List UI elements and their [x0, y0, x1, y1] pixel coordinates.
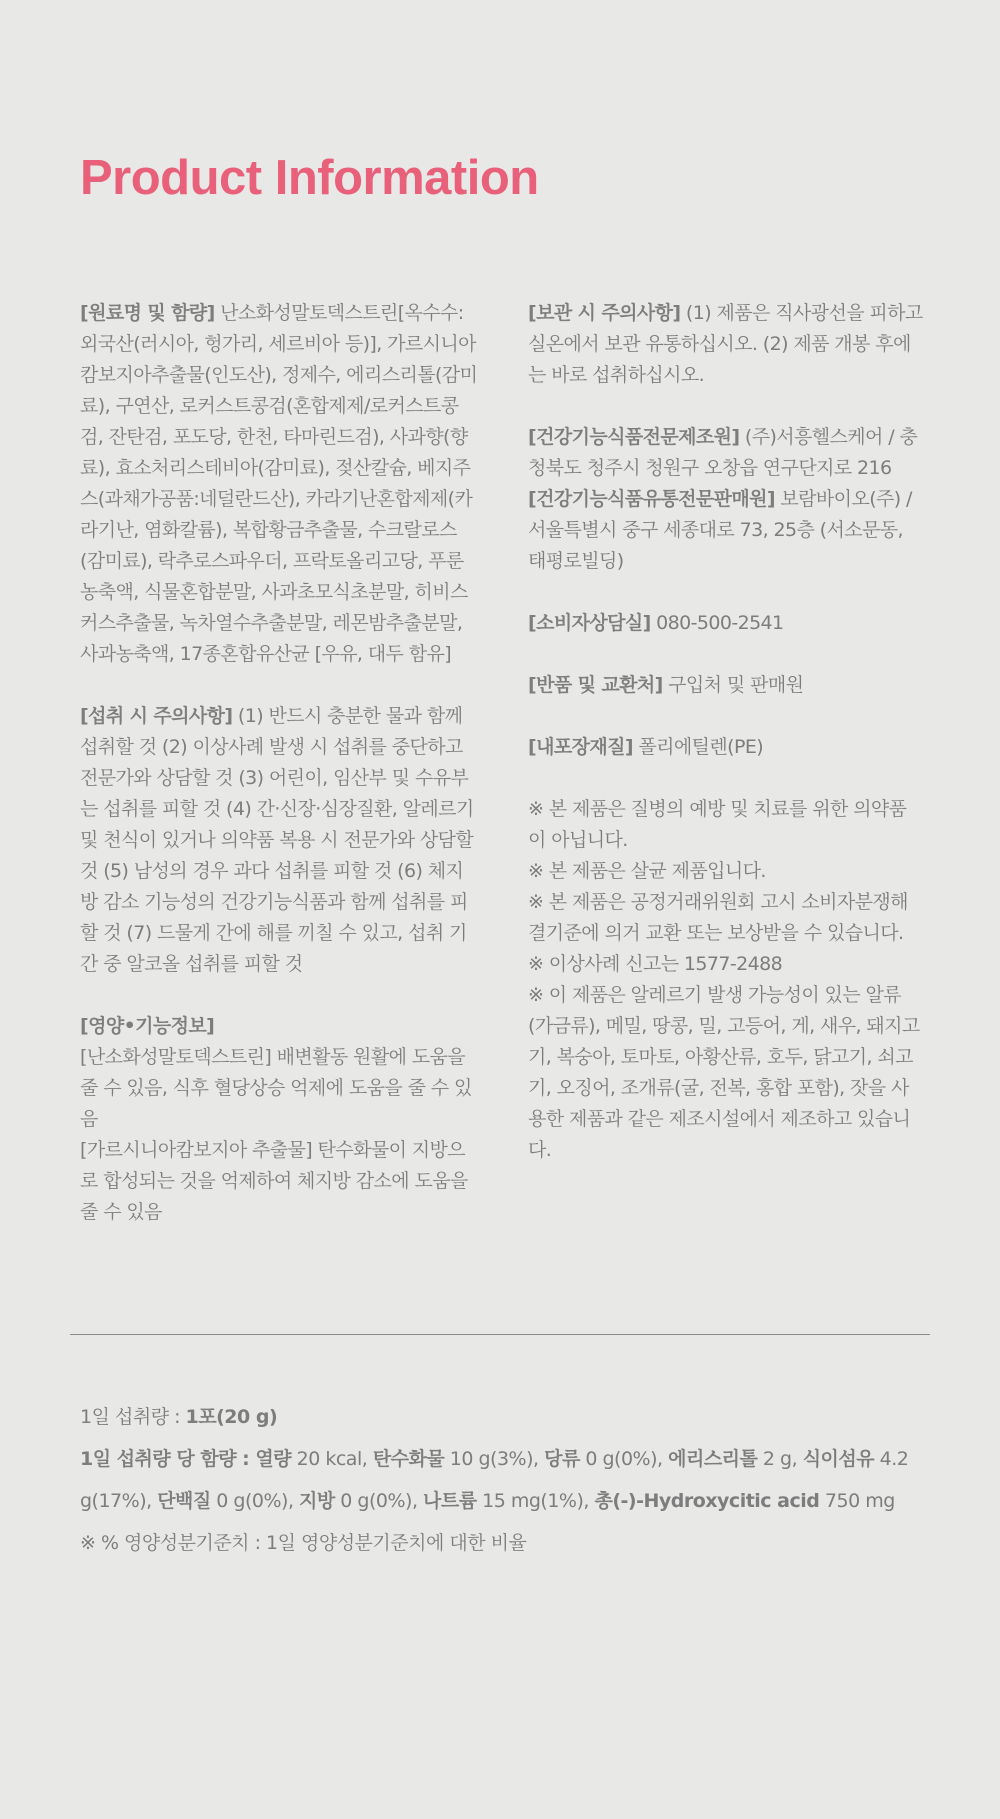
intake-caution-section	[80, 701, 478, 980]
daily-serving-label: 1일 섭취량 :	[80, 1406, 186, 1428]
consumer-service-phone: 080-500-2541	[650, 612, 784, 634]
nutrient-content	[80, 1438, 920, 1522]
packaging-section	[528, 732, 924, 763]
daily-serving-value: 1포(20 g)	[185, 1406, 278, 1428]
nutrient-content-label: 1일 섭취량 당 함량 :	[80, 1448, 256, 1470]
intake-caution-text: (1) 반드시 충분한 물과 함께 섭취할 것 (2) 이상사례 발생 시 섭취를 중단하고 전문가와 상담할 것 (3) 어린이, 임산부 및 수유부는 섭취를 피할 것 (4) 간·신장·심장질환, 알레르기 및 천식이 있거나 의약품 복용 시 전문가와 상담할 것 (5) 남성의 경우 과다 섭취를 피할 것 (6) 체지방 감소 기능성의 건강기능식품과 함께 섭취를 피할 것 (7) 드물게 간에 해를 끼칠 수 있고, 섭취 기간 중 알코올 섭취를 피할 것	[80, 705, 474, 975]
daily-serving	[80, 1396, 920, 1438]
nutrition-function-line: [가르시니아캄보지아 추출물] 탄수화물이 지방으로 합성되는 것을 억제하여 체지방 감소에 도움을 줄 수 있음	[80, 1139, 468, 1223]
nutrient-name: 지방	[299, 1490, 335, 1512]
nutrition-facts	[80, 1396, 920, 1564]
return-exchange-section	[528, 670, 924, 701]
nutrient-value: 20 kcal,	[291, 1448, 373, 1470]
storage-heading: [보관 시 주의사항]	[528, 302, 681, 324]
nutrient-name: 당류	[544, 1448, 580, 1470]
nutrient-name: 단백질	[157, 1490, 211, 1512]
distributor-heading: [건강기능식품유통전문판매원]	[528, 488, 775, 510]
nutrient-value: 2 g,	[757, 1448, 803, 1470]
notice-item: ※ 본 제품은 공정거래위원회 고시 소비자분쟁해결기준에 의거 교환 또는 보상받을 수 있습니다.	[528, 891, 908, 944]
section-divider	[70, 1334, 930, 1335]
nutrient-value: 10 g(3%),	[444, 1448, 545, 1470]
nutrient-name: 탄수화물	[372, 1448, 445, 1470]
packaging-heading: [내포장재질]	[528, 736, 633, 758]
nutrient-name: 총(-)-Hydroxycitic acid	[594, 1490, 820, 1512]
intake-caution-heading: [섭취 시 주의사항]	[80, 705, 233, 727]
nutrition-footnote: ※ % 영양성분기준치 : 1일 영양성분기준치에 대한 비율	[80, 1532, 527, 1554]
distributor-text: 보람바이오(주) / 서울특별시 중구 세종대로 73, 25층 (서소문동, 태평로빌딩)	[528, 488, 912, 572]
packaging-text: 폴리에틸렌(PE)	[632, 736, 764, 758]
notice-item: ※ 본 제품은 질병의 예방 및 치료를 위한 의약품이 아닙니다.	[528, 798, 907, 851]
nutrient-value: 0 g(0%),	[334, 1490, 424, 1512]
notice-list	[528, 794, 924, 1166]
nutrient-name: 식이섬유	[802, 1448, 875, 1470]
ingredients-section	[80, 298, 478, 670]
nutrient-value: 750 mg	[819, 1490, 895, 1512]
ingredients-heading: [원료명 및 함량]	[80, 302, 215, 324]
return-exchange-text: 구입처 및 판매원	[662, 674, 804, 696]
nutrient-value: 0 g(0%),	[579, 1448, 669, 1470]
nutrient-value: 15 mg(1%),	[476, 1490, 595, 1512]
right-column	[528, 298, 924, 1166]
notice-item: ※ 이상사례 신고는 1577-2488	[528, 953, 783, 975]
nutrient-value: 0 g(0%),	[210, 1490, 300, 1512]
nutrient-value: 4.2 g(17%),	[80, 1448, 909, 1512]
distributor-section	[528, 484, 924, 577]
notice-item: ※ 본 제품은 살균 제품입니다.	[528, 860, 766, 882]
nutrient-name: 에리스리톨	[668, 1448, 758, 1470]
consumer-service-section	[528, 608, 924, 639]
ingredients-text: 난소화성말토덱스트린[옥수수: 외국산(러시아, 헝가리, 세르비아 등)], 가르시니아캄보지아추출물(인도산), 정제수, 에리스리톨(감미료), 구연산, 로커스트콩검(혼합제제/로커스트콩검, 잔탄검, 포도당, 한천, 타마린드검), 사과향(향료), 효소처리스테비아(감미료), 젖산칼슘, 베지주스(과채가공품:네덜란드산), 카라기난혼합제제(카라기난, 염화칼륨), 복합황금추출물, 수크랄로스(감미료), 락추로스파우더, 프락토올리고당, 푸룬농축액, 식물혼합분말, 사과초모식초분말, 히비스커스추출물, 녹차열수추출분말, 레몬밤추출분말, 사과농축액, 17종혼합유산균 [우유, 대두 함유]	[80, 302, 478, 665]
storage-text: (1) 제품은 직사광선을 피하고 실온에서 보관 유통하십시오. (2) 제품 개봉 후에는 바로 섭취하십시오.	[528, 302, 923, 386]
manufacturer-text: (주)서흥헬스케어 / 충청북도 청주시 청원구 오창읍 연구단지로 216	[528, 426, 918, 479]
nutrition-function-heading: [영양•기능정보]	[80, 1015, 215, 1037]
nutrition-function-section	[80, 1011, 478, 1228]
return-exchange-heading: [반품 및 교환처]	[528, 674, 663, 696]
nutrient-name: 열량	[255, 1448, 292, 1470]
storage-section	[528, 298, 924, 391]
page-title: Product Information	[80, 151, 539, 205]
nutrient-name: 나트륨	[423, 1490, 477, 1512]
nutrition-function-line: [난소화성말토덱스트린] 배변활동 원활에 도움을 줄 수 있음, 식후 혈당상승 억제에 도움을 줄 수 있음	[80, 1046, 472, 1130]
notice-item: ※ 이 제품은 알레르기 발생 가능성이 있는 알류(가금류), 메밀, 땅콩, 밀, 고등어, 게, 새우, 돼지고기, 복숭아, 토마토, 아황산류, 호두, 닭고기, 쇠고기, 오징어, 조개류(굴, 전복, 홍합 포함), 잣을 사용한 제품과 같은 제조시설에서 제조하고 있습니다.	[528, 984, 920, 1161]
left-column	[80, 298, 478, 1228]
consumer-service-heading: [소비자상담실]	[528, 612, 651, 634]
manufacturer-heading: [건강기능식품전문제조원]	[528, 426, 740, 448]
manufacturer-section	[528, 422, 924, 484]
